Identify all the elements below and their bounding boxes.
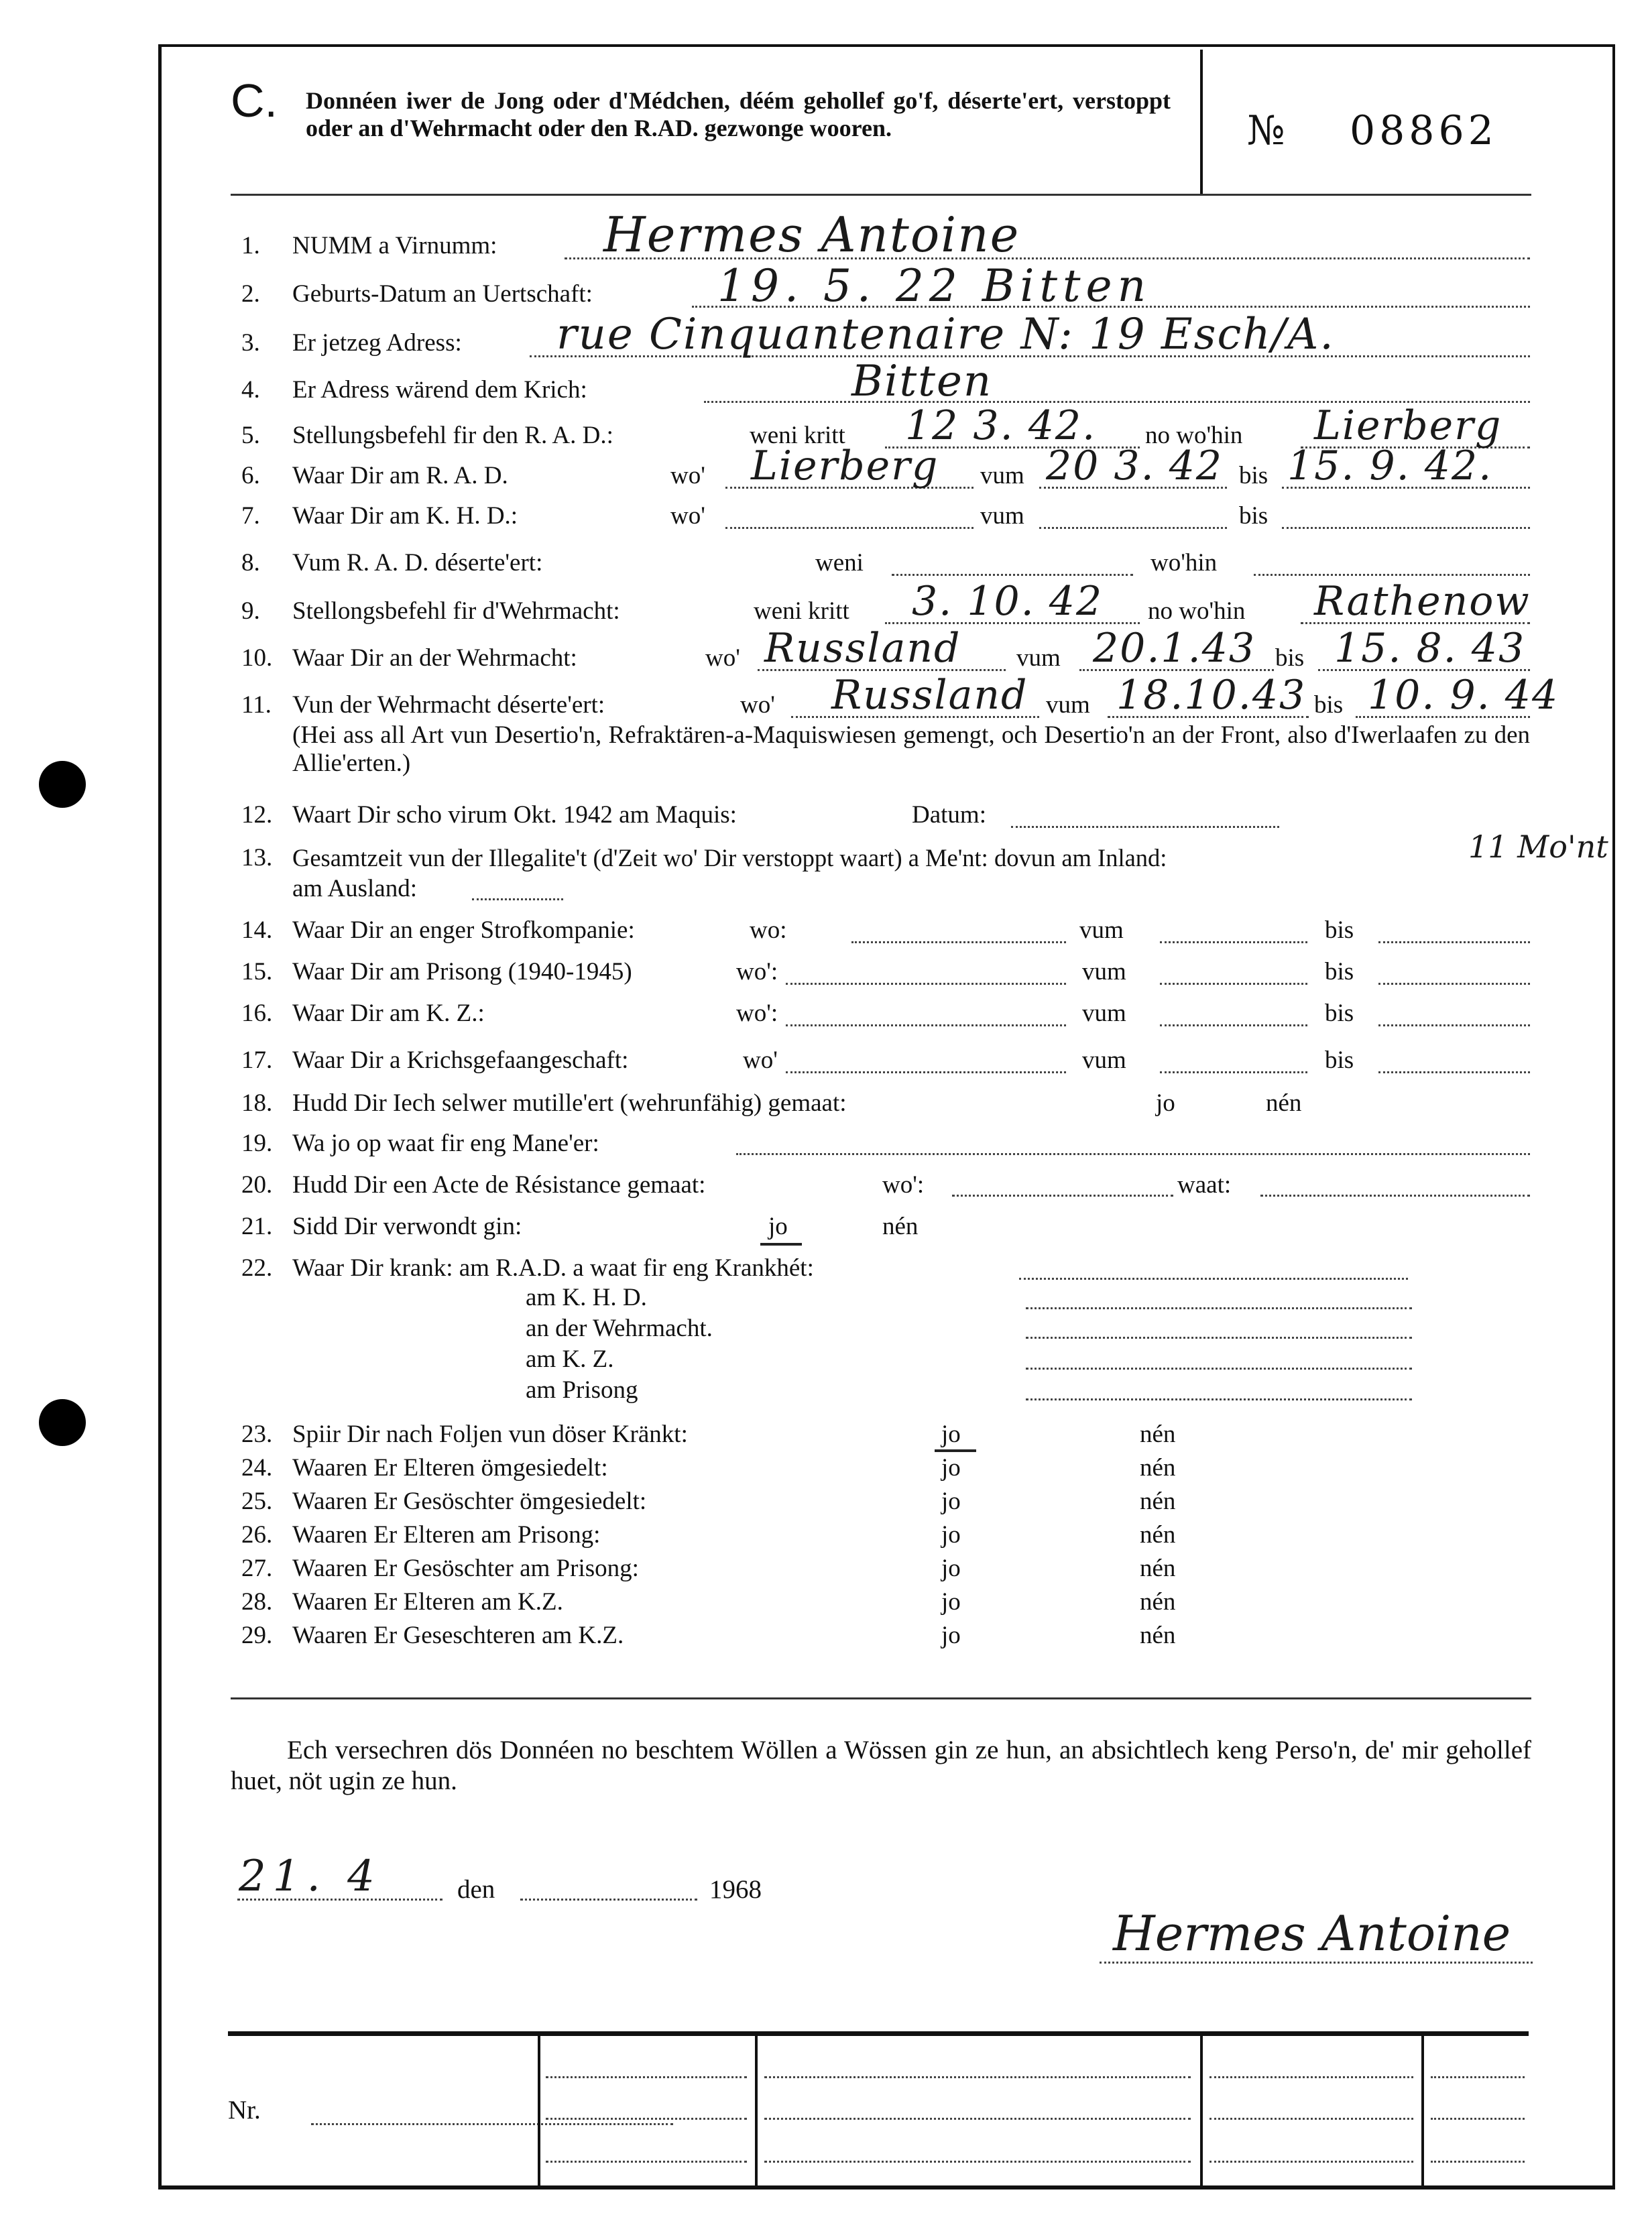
row-label: Vun der Wehrmacht déserte'ert: <box>292 691 605 719</box>
row-24-no: nén <box>1140 1454 1176 1482</box>
row-number: 27. <box>241 1555 273 1582</box>
punch-hole-bottom <box>39 1399 86 1446</box>
row-15-to-line <box>1378 983 1530 985</box>
row-25-no: nén <box>1140 1488 1176 1515</box>
row-8-when: weni <box>815 549 864 577</box>
row-16-to: bis <box>1325 1000 1354 1027</box>
row-number: 13. <box>241 844 273 872</box>
hand-desertion-place: Russland <box>831 672 1028 719</box>
row-label: Waar Dir an enger Strofkompanie: <box>292 916 635 944</box>
row-17-to: bis <box>1325 1046 1354 1074</box>
row-number: 24. <box>241 1454 273 1482</box>
row-23-yes-underline <box>935 1449 976 1452</box>
row-10-to: bis <box>1275 644 1305 672</box>
row-17-where: wo' <box>743 1046 778 1074</box>
row-label: Waaren Er Elteren ömgesiedelt: <box>292 1454 608 1482</box>
row-label: Waar Dir a Krichsgefaangeschaft: <box>292 1046 629 1074</box>
row-29-no: nén <box>1140 1622 1176 1649</box>
row-number: 14. <box>241 916 273 944</box>
section-letter: C. <box>231 74 278 127</box>
row-9-where: no wo'hin <box>1148 597 1246 625</box>
row-11-where: wo' <box>740 691 775 719</box>
cell-line <box>764 2161 1191 2163</box>
row-number: 11. <box>241 691 272 719</box>
row-27-no: nén <box>1140 1555 1176 1582</box>
cell-line <box>546 2076 747 2078</box>
row-23-yes: jo <box>941 1421 961 1448</box>
row-22-sub-2: an der Wehrmacht. <box>526 1315 713 1342</box>
row-22-line-1 <box>1026 1307 1412 1309</box>
row-10-where: wo' <box>705 644 740 672</box>
row-number: 1. <box>241 232 260 259</box>
cell-line <box>1431 2076 1525 2078</box>
hand-wehrmacht-order-place: Rathenow <box>1314 578 1531 625</box>
row-6-to: bis <box>1239 462 1268 489</box>
row-6-where: wo' <box>670 462 705 489</box>
row-number: 10. <box>241 644 273 672</box>
row-18-yes: jo <box>1156 1089 1175 1117</box>
number-sign: № <box>1247 107 1289 154</box>
row-13-abroad: am Ausland: <box>292 875 418 902</box>
row-16-from-line <box>1160 1024 1307 1026</box>
row-12-date-line <box>1011 826 1279 828</box>
row-7-from-line <box>1039 527 1227 529</box>
row-7-to-line <box>1282 527 1530 529</box>
row-label: Waar Dir am Prisong (1940-1945) <box>292 958 632 985</box>
signature-line <box>1100 1962 1533 1964</box>
row-label: NUMM a Virnumm: <box>292 232 497 259</box>
cell-line <box>1431 2161 1525 2163</box>
row-22-sub-3: am K. Z. <box>526 1345 614 1373</box>
row-19-line <box>736 1153 1530 1155</box>
row-label: Geburts-Datum an Uertschaft: <box>292 280 593 308</box>
table-col-2 <box>755 2036 758 2187</box>
hand-wehrmacht-place: Russland <box>764 625 961 672</box>
row-21-yes-underline <box>760 1243 802 1246</box>
row-11-from: vum <box>1046 691 1090 719</box>
row-number: 18. <box>241 1089 273 1117</box>
row-7-from: vum <box>980 502 1024 530</box>
date-den: den <box>457 1875 495 1904</box>
row-number: 19. <box>241 1130 273 1157</box>
row-5-where: no wo'hin <box>1145 422 1243 449</box>
row-label: Gesamtzeit vun der Illegalite't (d'Zeit wo' Dir verstoppt waart) a Me'nt: dovun am Inland: <box>292 844 1167 872</box>
row-label: Waaren Er Gesöschter am Prisong: <box>292 1555 639 1582</box>
hand-wehrmacht-to: 15. 8. 43 <box>1334 625 1526 672</box>
row-21-no: nén <box>882 1213 919 1240</box>
row-20-where: wo': <box>882 1171 925 1199</box>
declaration-text: Ech versechren dös Donnéen no beschtem Wöllen a Wössen gin ze hun, an absichtlech keng Perso'n, de' mir gehollef huet, nöt ugin ze hun. <box>231 1736 1531 1795</box>
hand-illegality-inland: 11 Mo'nt <box>1468 829 1608 865</box>
row-number: 17. <box>241 1046 273 1074</box>
date-line <box>237 1899 442 1901</box>
row-20-where-line <box>952 1195 1173 1197</box>
row-11-note: (Hei ass all Art vun Desertio'n, Refraktären-a-Maquiswiesen gemengt, och Desertio'n an der Front, also d'Iwerlaafen zu den Allie'erten.) <box>292 721 1530 777</box>
row-label: Waaren Er Elteren am K.Z. <box>292 1588 563 1616</box>
row-16-where-line <box>786 1024 1066 1026</box>
date-year: 1968 <box>709 1875 762 1904</box>
row-15-from-line <box>1160 983 1307 985</box>
hand-date: 21. 4 <box>239 1852 381 1901</box>
row-27-yes: jo <box>941 1555 961 1582</box>
row-20-what-line <box>1260 1195 1530 1197</box>
row-17-from-line <box>1160 1071 1307 1073</box>
cell-line <box>1431 2118 1525 2120</box>
row-22-sub-1: am K. H. D. <box>526 1284 647 1311</box>
row-14-to-line <box>1378 941 1530 943</box>
row-number: 2. <box>241 280 260 308</box>
punch-hole-top <box>39 761 86 808</box>
row-22-line-2 <box>1026 1337 1412 1339</box>
row-number: 25. <box>241 1488 273 1515</box>
row-number: 3. <box>241 329 260 357</box>
cell-line <box>764 2118 1191 2120</box>
section-heading: Donnéen iwer de Jong oder d'Médchen, déém gehollef go'f, déserte'ert, verstoppt oder an d'Wehrmacht oder den R.AD. gezwonge wooren. <box>306 87 1171 141</box>
row-9-when: weni kritt <box>754 597 849 625</box>
hand-rad-from: 20 3. 42 <box>1046 442 1224 489</box>
row-7-to: bis <box>1239 502 1268 530</box>
row-label: Er jetzeg Adress: <box>292 329 462 357</box>
row-number: 26. <box>241 1521 273 1549</box>
row-14-to: bis <box>1325 916 1354 944</box>
hand-address: rue Cinquantenaire N: 19 Esch/A. <box>556 310 1335 359</box>
row-26-yes: jo <box>941 1521 961 1549</box>
signature: Hermes Antoine <box>1113 1905 1511 1962</box>
cell-line <box>546 2118 747 2120</box>
hand-rad-to: 15. 9. 42. <box>1287 442 1493 489</box>
hand-war-address: Bitten <box>851 357 993 406</box>
row-number: 5. <box>241 422 260 449</box>
row-11-to: bis <box>1314 691 1344 719</box>
table-col-1 <box>538 2036 540 2187</box>
row-label: Waaren Er Geseschteren am K.Z. <box>292 1622 624 1649</box>
row-label: Waar Dir an der Wehrmacht: <box>292 644 577 672</box>
den-line <box>520 1899 697 1901</box>
row-label: Hudd Dir Iech selwer mutille'ert (wehrunfähig) gemaat: <box>292 1089 847 1117</box>
row-label: Waar Dir am K. Z.: <box>292 1000 485 1027</box>
row-24-yes: jo <box>941 1454 961 1482</box>
row-number: 9. <box>241 597 260 625</box>
table-col-4 <box>1421 2036 1424 2187</box>
row-number: 16. <box>241 1000 273 1027</box>
row-7-where-line <box>725 527 973 529</box>
hand-rad-order-place: Lierberg <box>1314 402 1502 449</box>
row-number: 23. <box>241 1421 273 1448</box>
hand-birth: 19. 5. 22 Bitten <box>717 260 1152 312</box>
hand-name: Hermes Antoine <box>603 206 1020 263</box>
cell-line <box>1210 2161 1413 2163</box>
row-16-from: vum <box>1082 1000 1126 1027</box>
row-number: 8. <box>241 549 260 577</box>
row-15-where: wo': <box>736 958 778 985</box>
row-label: Wa jo op waat fir eng Mane'er: <box>292 1130 599 1157</box>
row-label: Vum R. A. D. déserte'ert: <box>292 549 543 577</box>
row-number: 6. <box>241 462 260 489</box>
row-label: Hudd Dir een Acte de Résistance gemaat: <box>292 1171 706 1199</box>
row-28-yes: jo <box>941 1588 961 1616</box>
row-17-to-line <box>1378 1071 1530 1073</box>
row-label: Waar Dir krank: am R.A.D. a waat fir eng Krankhét: <box>292 1254 814 1282</box>
row-21-yes: jo <box>768 1213 788 1240</box>
row-number: 20. <box>241 1171 273 1199</box>
row-15-where-line <box>786 983 1066 985</box>
row-label: Waar Dir am K. H. D.: <box>292 502 518 530</box>
footer-nr: Nr. <box>228 2096 261 2124</box>
number-value: 08862 <box>1349 107 1498 154</box>
row-8-where-line <box>1254 574 1530 576</box>
row-label: Waaren Er Gesöschter ömgesiedelt: <box>292 1488 647 1515</box>
header-rule <box>231 194 1531 196</box>
row-15-from: vum <box>1082 958 1126 985</box>
cell-line <box>764 2076 1191 2078</box>
row-label: Waart Dir scho virum Okt. 1942 am Maquis: <box>292 801 737 829</box>
cell-line <box>1210 2076 1413 2078</box>
row-label: Er Adress wärend dem Krich: <box>292 376 587 404</box>
row-16-to-line <box>1378 1024 1530 1026</box>
nr-line <box>311 2123 673 2125</box>
row-label: Waar Dir am R. A. D. <box>292 462 508 489</box>
hand-rad-place: Lierberg <box>751 442 939 489</box>
cell-line <box>546 2161 747 2163</box>
row-label: Sidd Dir verwondt gin: <box>292 1213 522 1240</box>
row-number: 29. <box>241 1622 273 1649</box>
row-8-when-line <box>892 574 1133 576</box>
row-14-where-line <box>851 941 1066 943</box>
row-label: Spiir Dir nach Foljen vun döser Kränkt: <box>292 1421 688 1448</box>
hand-wehrmacht-order-date: 3. 10. 42 <box>912 578 1104 625</box>
row-13-abroad-line <box>472 898 563 900</box>
row-20-what: waat: <box>1177 1171 1232 1199</box>
hand-rad-order-date: 12 3. 42. <box>905 402 1097 449</box>
section-rule <box>231 1697 1531 1699</box>
hand-wehrmacht-from: 20.1.43 <box>1093 625 1256 672</box>
row-14-from-line <box>1160 941 1307 943</box>
table-col-3 <box>1200 2036 1203 2187</box>
row-5-when: weni kritt <box>750 422 845 449</box>
row-number: 21. <box>241 1213 273 1240</box>
row-number: 4. <box>241 376 260 404</box>
hand-desertion-from: 18.10.43 <box>1116 672 1307 719</box>
hand-desertion-to: 10. 9. 44 <box>1368 672 1559 719</box>
row-22-line-3 <box>1026 1368 1412 1370</box>
row-23-no: nén <box>1140 1421 1176 1448</box>
row-6-from: vum <box>980 462 1024 489</box>
row-22-sub-4: am Prisong <box>526 1376 638 1404</box>
row-16-where: wo': <box>736 1000 778 1027</box>
row-17-where-line <box>786 1071 1066 1073</box>
footer-table <box>228 2031 1529 2187</box>
row-label: Waaren Er Elteren am Prisong: <box>292 1521 601 1549</box>
header-divider <box>1200 50 1203 194</box>
row-7-where: wo' <box>670 502 705 530</box>
row-number: 22. <box>241 1254 273 1282</box>
row-10-from: vum <box>1016 644 1061 672</box>
row-22-line-4 <box>1026 1398 1412 1400</box>
row-22-line-0 <box>1019 1278 1408 1280</box>
row-label: Stellungsbefehl fir den R. A. D.: <box>292 422 613 449</box>
row-28-no: nén <box>1140 1588 1176 1616</box>
row-12-date: Datum: <box>912 801 986 829</box>
row-25-yes: jo <box>941 1488 961 1515</box>
row-17-from: vum <box>1082 1046 1126 1074</box>
row-15-to: bis <box>1325 958 1354 985</box>
row-number: 15. <box>241 958 273 985</box>
row-8-where: wo'hin <box>1150 549 1218 577</box>
row-number: 7. <box>241 502 260 530</box>
row-number: 12. <box>241 801 273 829</box>
row-14-where: wo: <box>750 916 787 944</box>
cell-line <box>1210 2118 1413 2120</box>
row-29-yes: jo <box>941 1622 961 1649</box>
form-number <box>1247 107 1498 154</box>
row-18-no: nén <box>1266 1089 1302 1117</box>
row-14-from: vum <box>1079 916 1124 944</box>
row-26-no: nén <box>1140 1521 1176 1549</box>
row-number: 28. <box>241 1588 273 1616</box>
row-label: Stellongsbefehl fir d'Wehrmacht: <box>292 597 620 625</box>
